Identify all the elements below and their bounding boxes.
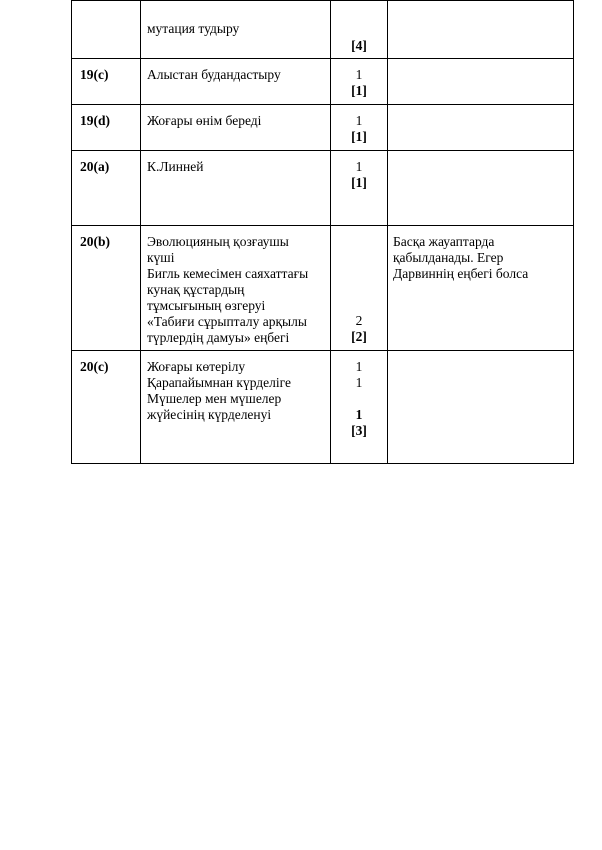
notes-line: Басқа жауаптарда [393,234,495,249]
answer-line: Мүшелер мен мүшелер [147,391,282,406]
mark-point: 1 [355,113,363,128]
marks-cell [331,1,388,59]
total-mark: [1] [351,175,367,190]
table-row [72,105,574,151]
answer-cell [141,226,331,351]
table-row [72,351,574,464]
answer-cell [141,151,331,226]
total-mark: [1] [351,83,367,98]
answer-line: тұмсығының өзгеруі [147,298,266,313]
table-row [72,151,574,226]
answer-line: Жоғары көтерілу [147,359,246,374]
total-mark: [1] [351,129,367,144]
mark-point: 2 [355,313,363,328]
answer-line: «Табиғи сұрыпталу арқылы [147,314,307,329]
mark-point: 1 [355,159,363,174]
marks-cell [331,105,388,151]
answer-cell [141,1,331,59]
notes-cell [388,351,574,464]
question-number-cell: 20(b) [72,226,141,351]
answer-cell [141,105,331,151]
answer-line: жүйесінің күрделенуі [147,407,272,422]
mark-point: 1 [355,67,363,82]
notes-line: қабылданады. Егер [393,250,504,265]
notes-cell [388,1,574,59]
marks-cell [331,351,388,464]
table-row [72,1,574,59]
answer-line: түрлердің дамуы» еңбегі [147,330,290,345]
marks-cell [331,151,388,226]
mark-point: 1 [355,407,363,422]
table-row [72,59,574,105]
notes-cell [388,105,574,151]
answer-line: К.Линней [147,159,204,174]
answer-line: Алыстан будандастыру [147,67,281,82]
notes-line: Дарвиннің еңбегі болса [393,266,529,281]
marks-cell [331,226,388,351]
question-number-cell: 20(c) [72,351,141,464]
total-mark: [2] [351,329,367,344]
answer-cell [141,59,331,105]
notes-cell [388,151,574,226]
question-number-cell: 20(a) [72,151,141,226]
table-row [72,226,574,351]
notes-cell [388,59,574,105]
question-number-cell: 19(c) [72,59,141,105]
notes-cell [388,226,574,351]
mark-scheme-table [71,0,574,464]
answer-line: Қарапайымнан күрделіге [147,375,292,390]
total-mark: [3] [351,423,367,438]
question-number-cell: 19(d) [72,105,141,151]
mark-point: 1 [355,375,363,390]
answer-line: кунақ құстардың [147,282,245,297]
total-mark: [4] [351,38,367,53]
marks-cell [331,59,388,105]
answer-line: Бигль кемесімен саяхаттағы [147,266,309,281]
question-number-cell [72,1,141,59]
answer-line: күші [147,250,175,265]
answer-line: мутация тудыру [147,21,240,36]
mark-point: 1 [355,359,363,374]
answer-cell [141,351,331,464]
answer-line: Эволюцияның қозғаушы [147,234,289,249]
answer-line: Жоғары өнім береді [147,113,262,128]
